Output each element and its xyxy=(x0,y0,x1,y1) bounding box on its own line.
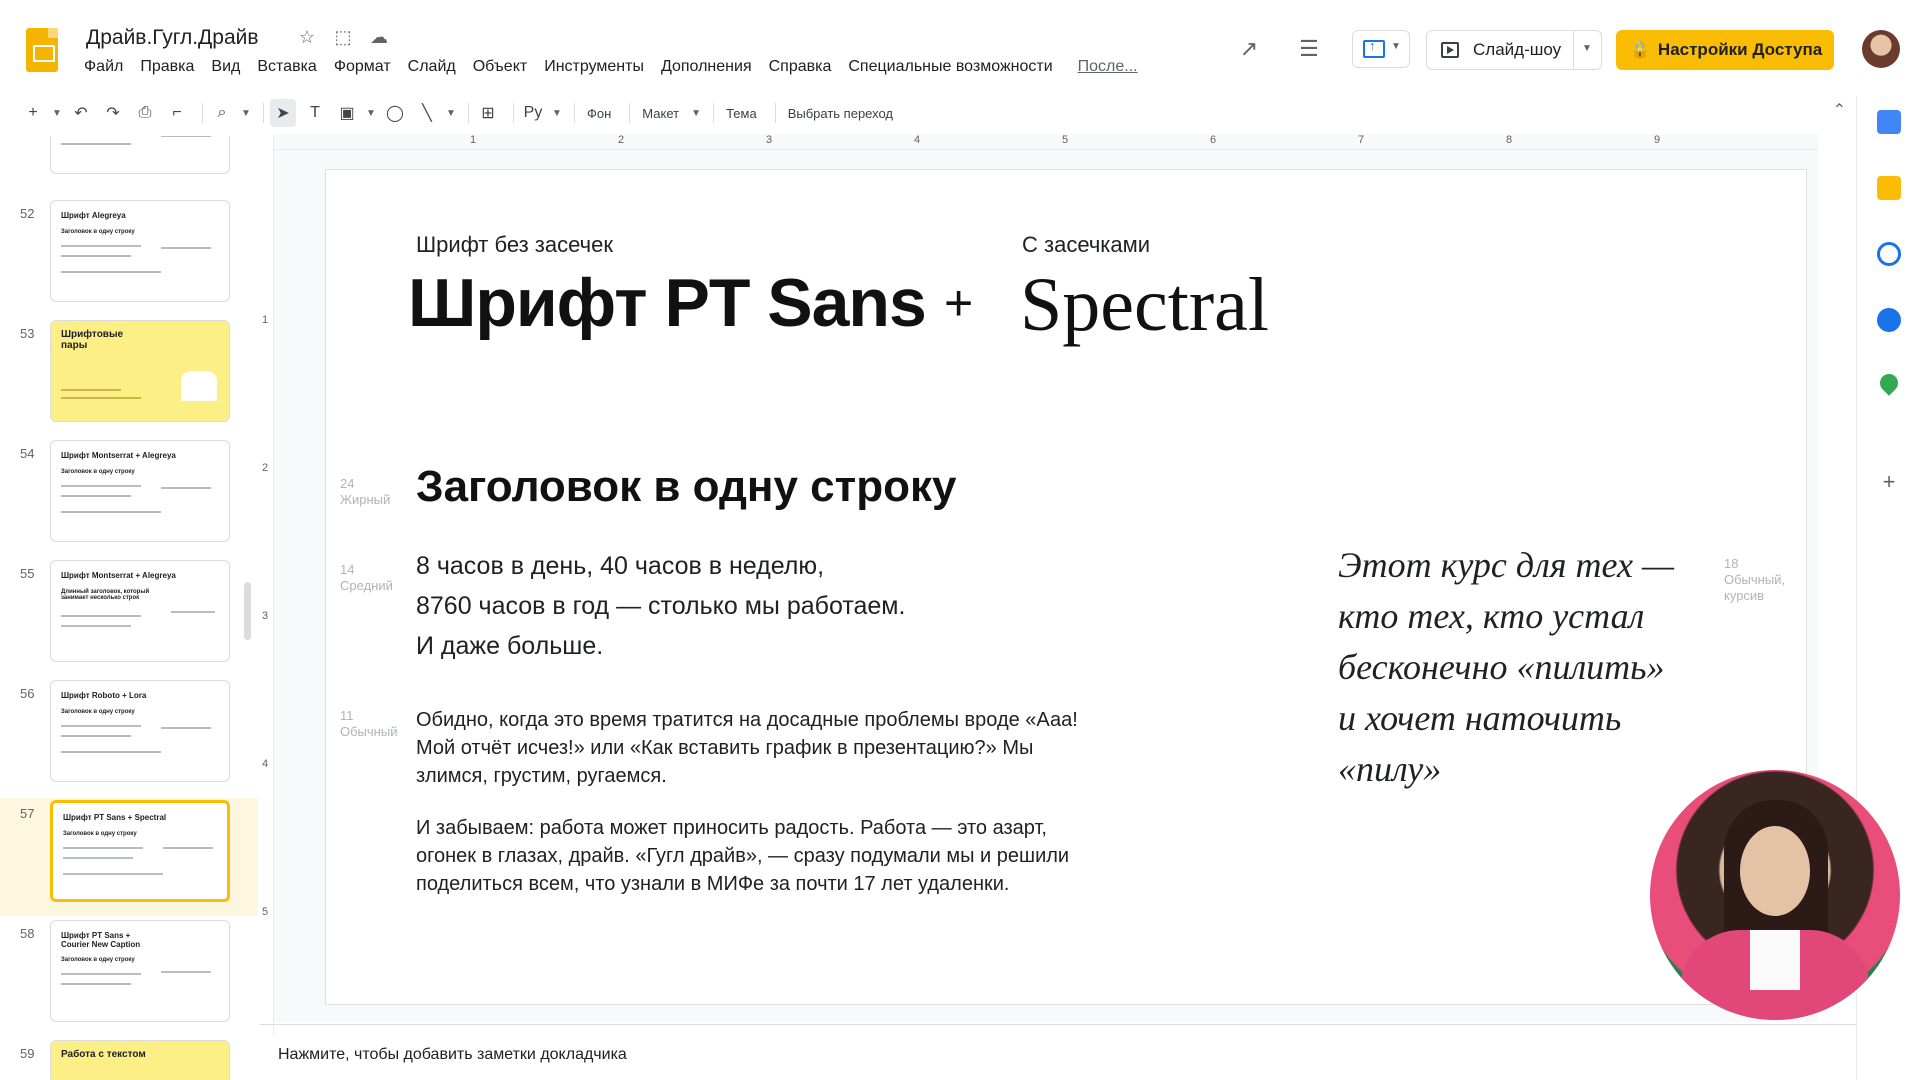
ruler-tick: 5 xyxy=(1062,134,1069,146)
layout-button[interactable]: Макет xyxy=(642,105,680,121)
italic-line: «пилу» xyxy=(1338,749,1442,789)
cloud-status-icon[interactable]: ☁ xyxy=(370,27,388,47)
list-item-active[interactable] xyxy=(0,798,258,916)
calendar-icon[interactable] xyxy=(1877,110,1901,134)
slide-number: 53 xyxy=(20,326,35,341)
ruler-tick: 8 xyxy=(1506,134,1513,146)
thumb-subtitle: Длинный заголовок, который занимает несколько строк xyxy=(61,589,150,601)
size-note-small xyxy=(340,708,397,740)
last-edit-link[interactable]: После... xyxy=(1077,58,1138,75)
slide-number: 57 xyxy=(20,806,35,821)
paragraph-line: поделиться всем, что узнали в МИФе за почти 17 лет удаленки. xyxy=(416,873,1010,895)
slide-number: 59 xyxy=(20,1046,35,1061)
thumb-subtitle: Заголовок в одну строку xyxy=(61,469,135,475)
font-serif-title[interactable]: Spectral xyxy=(1020,263,1270,347)
list-item[interactable] xyxy=(0,136,258,188)
body-line: 8760 часов в год — столько мы работаем. xyxy=(416,592,906,620)
menu-tools[interactable]: Инструменты xyxy=(544,58,644,75)
divider xyxy=(1573,31,1574,69)
image-icon[interactable]: ▣ xyxy=(339,105,355,122)
thumb-line xyxy=(171,611,215,613)
thumb-subtitle: Заголовок в одну строку xyxy=(63,831,137,837)
thumb-line xyxy=(61,271,161,273)
body-line: И даже больше. xyxy=(416,632,604,660)
divider xyxy=(629,103,630,123)
webcam-face xyxy=(1740,826,1810,916)
maps-icon[interactable] xyxy=(1876,370,1901,395)
chevron-down-icon: ▼ xyxy=(1391,41,1401,52)
italic-line: кто тех, кто устал xyxy=(1338,596,1645,636)
slide-number: 54 xyxy=(20,446,35,461)
size-note-heading xyxy=(340,476,390,508)
vertical-ruler xyxy=(258,136,274,1036)
slide-thumbnail[interactable] xyxy=(50,680,230,782)
size-style: курсив xyxy=(1724,588,1765,603)
share-button[interactable] xyxy=(1616,30,1834,70)
body-line: 8 часов в день, 40 часов в неделю, xyxy=(416,552,825,580)
ruler-tick: 4 xyxy=(262,758,269,770)
list-item[interactable] xyxy=(0,918,258,1036)
menu-slide[interactable]: Слайд xyxy=(407,58,456,75)
sample-body[interactable] xyxy=(416,546,905,666)
thumb-line xyxy=(61,725,141,727)
speaker-notes[interactable]: Нажмите, чтобы добавить заметки докладчика xyxy=(278,1046,627,1063)
thumb-line xyxy=(61,255,131,257)
divider xyxy=(574,103,575,123)
activity-trend-icon[interactable]: ↗ xyxy=(1239,36,1259,61)
ruler-tick: 1 xyxy=(470,134,477,146)
size-value: 18 xyxy=(1724,556,1739,571)
sample-paragraph-2[interactable] xyxy=(416,814,1069,898)
ruler-tick: 9 xyxy=(1654,134,1661,146)
slide-number: 58 xyxy=(20,926,35,941)
slideshow-button[interactable] xyxy=(1426,30,1602,70)
menu-help[interactable]: Справка xyxy=(768,58,832,75)
list-item[interactable] xyxy=(0,198,258,316)
size-weight: Обычный, xyxy=(1724,572,1786,587)
undo-icon[interactable]: ↶ xyxy=(74,105,88,122)
italic-line: бесконечно «пилить» xyxy=(1338,647,1665,687)
menu-file[interactable]: Файл xyxy=(84,58,124,75)
chevron-down-icon[interactable]: ▼ xyxy=(241,107,251,119)
shape-icon[interactable]: ◯ xyxy=(386,105,404,122)
avatar[interactable] xyxy=(1862,30,1900,68)
sample-paragraph-1[interactable] xyxy=(416,706,1078,790)
input-tools-icon[interactable]: Pу xyxy=(523,104,543,121)
slideshow-label: Слайд-шоу xyxy=(1473,40,1562,59)
thumb-subtitle: Заголовок в одну строку xyxy=(61,709,135,715)
divider xyxy=(468,103,469,123)
ruler-tick: 3 xyxy=(766,134,773,146)
size-value: 11 xyxy=(340,708,354,723)
paragraph-line: И забываем: работа может приносить радость. Работа — это азарт, xyxy=(416,817,1047,839)
thumb-line xyxy=(61,983,131,985)
divider xyxy=(713,103,714,123)
paint-format-icon[interactable]: ⌐ xyxy=(172,104,182,121)
redo-icon[interactable]: ↷ xyxy=(106,105,120,122)
thumb-line xyxy=(61,615,141,617)
slide-thumbnail[interactable] xyxy=(50,200,230,302)
tasks-icon[interactable] xyxy=(1877,242,1901,266)
paragraph-line: огонек в глазах, драйв. «Гугл драйв», — сразу подумали мы и решили xyxy=(416,845,1070,867)
slides-logo-icon[interactable] xyxy=(26,28,58,72)
line-icon[interactable]: ╲ xyxy=(422,105,432,122)
thumb-title: Работа с текстом xyxy=(61,1049,146,1060)
thumb-title: Шрифт Montserrat + Alegreya xyxy=(61,571,176,580)
comments-icon[interactable]: ☰ xyxy=(1299,36,1319,61)
chevron-down-icon[interactable]: ▼ xyxy=(366,107,376,119)
keep-icon[interactable] xyxy=(1877,176,1901,200)
select-cursor-icon[interactable]: ➤ xyxy=(270,99,296,127)
thumb-subtitle: Заголовок в одну строку xyxy=(61,229,135,235)
ruler-tick: 2 xyxy=(618,134,625,146)
menu-format[interactable]: Формат xyxy=(333,58,391,75)
size-weight: Жирный xyxy=(340,492,391,507)
slide-thumbnail[interactable] xyxy=(50,320,230,422)
document-title[interactable]: Драйв.Гугл.Драйв xyxy=(86,26,259,49)
thumb-line xyxy=(163,847,213,849)
thumb-line xyxy=(61,143,131,145)
list-item[interactable] xyxy=(0,678,258,796)
menu-accessibility[interactable]: Специальные возможности xyxy=(848,58,1053,75)
share-label: Настройки Доступа xyxy=(1657,40,1823,59)
ruler-tick: 7 xyxy=(1358,134,1365,146)
divider xyxy=(775,103,776,123)
slide-thumbnail-selected[interactable] xyxy=(50,800,230,902)
menu-edit[interactable]: Правка xyxy=(140,58,195,75)
slide-thumbnail[interactable] xyxy=(50,560,230,662)
move-folder-icon[interactable]: ⬚ xyxy=(334,27,352,47)
size-note-body xyxy=(340,562,393,594)
filmstrip-scrollbar[interactable] xyxy=(244,582,251,640)
thumb-line xyxy=(161,971,211,973)
menu-bar xyxy=(84,58,1155,76)
text-box-icon[interactable]: T xyxy=(310,104,320,121)
lock-person-icon: 🔒 xyxy=(1630,42,1650,59)
paragraph-line: Мой отчёт исчез!» или «Как вставить график в презентацию?» Мы xyxy=(416,737,1034,759)
menu-insert[interactable]: Вставка xyxy=(257,58,317,75)
list-item[interactable] xyxy=(0,1038,258,1080)
slide-thumbnail[interactable] xyxy=(50,136,230,174)
title-icons xyxy=(296,26,390,48)
play-icon xyxy=(1441,42,1459,58)
thumb-line xyxy=(161,487,211,489)
chevron-down-icon[interactable]: ▼ xyxy=(1582,43,1592,54)
thumb-line xyxy=(61,495,131,497)
webcam-overlay xyxy=(1650,770,1900,1020)
plus-sign[interactable]: + xyxy=(944,275,974,331)
notes-resize-handle[interactable] xyxy=(260,1024,1856,1032)
thumb-illustration xyxy=(181,371,217,401)
menu-arrange[interactable]: Объект xyxy=(472,58,528,75)
slide-number: 55 xyxy=(20,566,35,581)
chevron-down-icon[interactable]: ▼ xyxy=(691,107,702,119)
slide-thumbnail[interactable] xyxy=(50,1040,230,1080)
divider xyxy=(513,103,514,123)
chevron-down-icon[interactable]: ▼ xyxy=(552,107,562,119)
thumb-line xyxy=(61,389,121,391)
thumb-title: Шрифт PT Sans + Courier New Caption xyxy=(61,931,141,949)
size-weight: Обычный xyxy=(340,724,398,739)
list-item[interactable] xyxy=(0,318,258,436)
webcam-collar xyxy=(1750,930,1800,990)
theme-button[interactable]: Тема xyxy=(726,105,757,121)
zoom-icon[interactable]: ⌕ xyxy=(217,104,227,121)
thumb-title: Шрифт Alegreya xyxy=(61,211,126,220)
thumb-line xyxy=(161,727,211,729)
paragraph-line: Обидно, когда это время тратится на досадные проблемы вроде «Ааа! xyxy=(416,709,1078,731)
font-sans-title[interactable]: Шрифт PT Sans xyxy=(408,265,926,341)
present-to-meeting-button[interactable] xyxy=(1352,30,1410,68)
add-icon[interactable]: + xyxy=(1882,469,1896,494)
thumb-line xyxy=(61,485,141,487)
label-serif[interactable]: С засечками xyxy=(1022,232,1151,257)
thumb-title: Шрифт PT Sans + Spectral xyxy=(63,813,167,822)
chevron-down-icon[interactable]: ▼ xyxy=(446,107,456,119)
slide-thumbnail[interactable] xyxy=(50,920,230,1022)
italic-line: и хочет наточить xyxy=(1338,698,1622,738)
thumb-title: Шрифт Montserrat + Alegreya xyxy=(61,451,176,460)
horizontal-ruler xyxy=(274,134,1818,150)
chevron-up-icon[interactable]: ⌃ xyxy=(1832,102,1846,119)
chevron-down-icon[interactable]: ▼ xyxy=(52,107,62,119)
menu-view[interactable]: Вид xyxy=(211,58,241,75)
divider xyxy=(202,103,203,123)
new-slide-icon[interactable]: + xyxy=(28,104,38,121)
slide-thumbnail[interactable] xyxy=(50,440,230,542)
size-note-italic xyxy=(1724,556,1785,604)
transition-button[interactable]: Выбрать переход xyxy=(787,105,894,121)
ruler-tick: 6 xyxy=(1210,134,1217,146)
list-item[interactable] xyxy=(0,558,258,676)
italic-line: Этот курс для тех — xyxy=(1338,545,1675,585)
thumb-line xyxy=(61,751,161,753)
label-sans[interactable]: Шрифт без засечек xyxy=(416,232,613,257)
thumb-line xyxy=(63,873,163,875)
top-bar xyxy=(0,0,1920,92)
slide-number: 52 xyxy=(20,206,35,221)
thumb-line xyxy=(161,136,211,137)
divider xyxy=(263,103,264,123)
slide-filmstrip xyxy=(0,136,258,1080)
menu-addons[interactable]: Дополнения xyxy=(660,58,752,75)
ruler-tick: 5 xyxy=(262,906,269,918)
thumb-subtitle: Заголовок в одну строку xyxy=(61,957,135,963)
thumb-line xyxy=(161,247,211,249)
present-icon xyxy=(1363,40,1385,58)
contacts-icon[interactable] xyxy=(1877,308,1901,332)
slide[interactable] xyxy=(326,170,1806,1004)
ruler-tick: 3 xyxy=(262,610,269,622)
list-item[interactable] xyxy=(0,438,258,556)
paragraph-line: злимся, грустим, ругаемся. xyxy=(416,765,667,787)
ruler-tick: 2 xyxy=(262,462,269,474)
star-icon[interactable]: ☆ xyxy=(298,27,316,47)
thumb-line xyxy=(63,847,143,849)
sample-italic-quote[interactable] xyxy=(1338,540,1674,795)
print-icon[interactable]: ⎙ xyxy=(138,104,152,121)
thumb-title: Шрифт Roboto + Lora xyxy=(61,691,147,700)
thumb-title: Шрифтовые пары xyxy=(61,329,124,351)
background-button[interactable]: Фон xyxy=(587,105,612,121)
thumb-line xyxy=(61,511,161,513)
thumb-line xyxy=(61,397,141,399)
size-value: 14 xyxy=(340,562,355,577)
thumb-line xyxy=(61,245,141,247)
thumb-line xyxy=(61,973,141,975)
thumb-line xyxy=(63,857,133,859)
add-comment-icon[interactable]: ⊞ xyxy=(481,105,495,122)
slide-number: 56 xyxy=(20,686,35,701)
sample-heading[interactable]: Заголовок в одну строку xyxy=(416,462,957,511)
size-value: 24 xyxy=(340,476,355,491)
thumb-line xyxy=(61,625,131,627)
ruler-tick: 1 xyxy=(262,314,269,326)
thumb-line xyxy=(61,735,131,737)
size-weight: Средний xyxy=(340,578,393,593)
toolbar xyxy=(20,96,1856,130)
ruler-tick: 4 xyxy=(914,134,921,146)
